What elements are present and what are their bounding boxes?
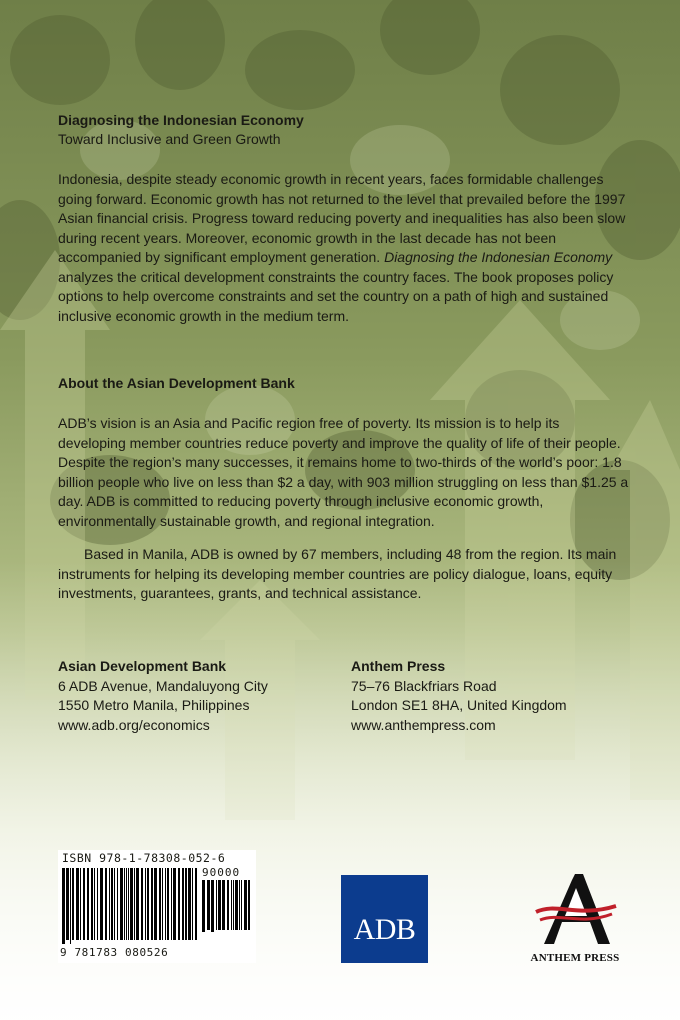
barcode-bar bbox=[91, 868, 93, 940]
barcode-bar bbox=[239, 880, 240, 930]
barcode-bar bbox=[87, 868, 89, 940]
barcode-bar bbox=[134, 868, 135, 940]
about-paragraph-1: ADB’s vision is an Asia and Pacific region free of poverty. Its mission is to help its developing member countries reduce poverty and improve the quality of life of their people. Despite the region’s many successes, it remains home to two-thirds of the world’s poor: 1.8 billion people who live on less than $2 a day, with 903 million struggling on less than $1.25 a day. ADB is committed to reducing poverty through inclusive economic growth, environmentally sustainable growth, and regional integration. bbox=[58, 415, 629, 529]
barcode-bar bbox=[100, 868, 103, 940]
barcode-bar bbox=[62, 868, 65, 944]
barcode-bar bbox=[248, 880, 250, 930]
anthem-website: www.anthempress.com bbox=[351, 716, 496, 733]
barcode-bar bbox=[207, 880, 210, 930]
barcode-bar bbox=[211, 880, 214, 932]
barcode-bar bbox=[114, 868, 115, 940]
barcode-bar bbox=[117, 868, 118, 940]
isbn-number: ISBN 978-1-78308-052-6 bbox=[62, 851, 226, 865]
barcode-bar bbox=[173, 868, 176, 940]
intro-text-start: Indonesia, despite steady economic growth in recent years, faces formidable challenges going forward. Economic growth has not returned to the level that prevailed before the 1997 Asian financial crisis. Progress toward reducing poverty and inequalities has also been slow during recent years. Moreover, economic growth in the last decade has not been accompanied by significant employment generation. bbox=[58, 171, 626, 265]
barcode-bar bbox=[130, 868, 133, 940]
barcode-bar bbox=[167, 868, 169, 940]
barcode-bar bbox=[218, 880, 221, 930]
barcode-bar bbox=[141, 868, 143, 940]
barcode-bar bbox=[111, 868, 113, 940]
adb-address-line1: 6 ADB Avenue, Mandaluyong City bbox=[58, 677, 268, 694]
barcode-bar bbox=[233, 880, 234, 930]
anthem-name: Anthem Press bbox=[351, 658, 446, 674]
ean-number: 9 781783 080526 bbox=[60, 946, 169, 959]
barcode-bar bbox=[231, 880, 232, 930]
barcode-bar bbox=[222, 880, 225, 930]
barcode-bar bbox=[109, 868, 110, 940]
barcode-bar bbox=[136, 868, 139, 940]
barcode-bar bbox=[182, 868, 184, 940]
barcode-bar bbox=[154, 868, 157, 940]
barcode-bar bbox=[192, 868, 193, 940]
barcode-bar bbox=[185, 868, 187, 940]
barcode-bar bbox=[128, 868, 129, 940]
barcode-bar bbox=[94, 868, 95, 940]
barcode-bar bbox=[162, 868, 163, 940]
barcode-bar bbox=[97, 868, 98, 940]
anthem-address-line2: London SE1 8HA, United Kingdom bbox=[351, 697, 567, 713]
barcode-bar bbox=[145, 868, 146, 940]
about-heading: About the Asian Development Bank bbox=[58, 375, 295, 391]
barcode-bar bbox=[147, 868, 149, 940]
barcode-bar bbox=[188, 868, 191, 940]
barcode-bar bbox=[83, 868, 85, 940]
barcode-bar bbox=[151, 868, 153, 940]
anthem-a-mark-icon bbox=[532, 872, 618, 950]
barcode-bar bbox=[165, 868, 166, 940]
barcode-bar bbox=[124, 868, 125, 940]
adb-name: Asian Development Bank bbox=[58, 658, 227, 674]
anthem-logo-text: ANTHEM PRESS bbox=[530, 952, 620, 964]
barcode-bar bbox=[178, 868, 180, 940]
anthem-address-line1: 75–76 Blackfriars Road bbox=[351, 677, 497, 694]
intro-italic-title: Diagnosing the Indonesian Economy bbox=[384, 249, 613, 265]
anthem-press-logo bbox=[520, 872, 630, 967]
barcode-bar bbox=[227, 880, 229, 930]
intro-paragraph bbox=[58, 170, 630, 326]
adb-logo bbox=[341, 875, 428, 963]
book-title: Diagnosing the Indonesian Economy bbox=[58, 112, 304, 128]
price-barcode-bars bbox=[202, 880, 252, 932]
anthem-address-block bbox=[351, 657, 567, 735]
barcode-bar bbox=[216, 880, 217, 930]
barcode-bar bbox=[72, 868, 74, 940]
barcode-bar bbox=[235, 880, 238, 930]
barcode-bar bbox=[105, 868, 107, 940]
book-subtitle: Toward Inclusive and Green Growth bbox=[58, 131, 281, 147]
barcode-bar bbox=[202, 880, 205, 932]
adb-website: www.adb.org/economics bbox=[58, 716, 210, 733]
barcode-bar bbox=[70, 868, 71, 944]
adb-logo-text: ADB bbox=[353, 913, 416, 946]
barcode-bar bbox=[76, 868, 79, 940]
barcode-bar bbox=[80, 868, 81, 940]
barcode-bar bbox=[195, 868, 197, 940]
adb-address-line2: 1550 Metro Manila, Philippines bbox=[58, 697, 250, 713]
intro-text-end: analyzes the critical development constraints the country faces. The book proposes policy options to help overcome constraints and set the country on a path of high and sustained inclusive economic growth in the medium term. bbox=[58, 268, 614, 324]
adb-address-block bbox=[58, 657, 268, 735]
barcode-bar bbox=[66, 868, 69, 940]
price-code: 90000 bbox=[202, 866, 241, 879]
barcode-bar bbox=[171, 868, 172, 940]
barcode-bar bbox=[241, 880, 242, 930]
barcode-bar bbox=[126, 868, 127, 940]
isbn-barcode bbox=[58, 850, 256, 963]
ean-barcode-bars bbox=[62, 868, 198, 946]
barcode-bar bbox=[159, 868, 161, 940]
barcode-bar bbox=[244, 880, 247, 930]
barcode-bar bbox=[120, 868, 123, 940]
about-paragraph-2: Based in Manila, ADB is owned by 67 members, including 48 from the region. Its main instruments for helping its developing member countries are policy dialogue, loans, equity investments, guarantees, grants, and technical assistance. bbox=[58, 546, 617, 601]
